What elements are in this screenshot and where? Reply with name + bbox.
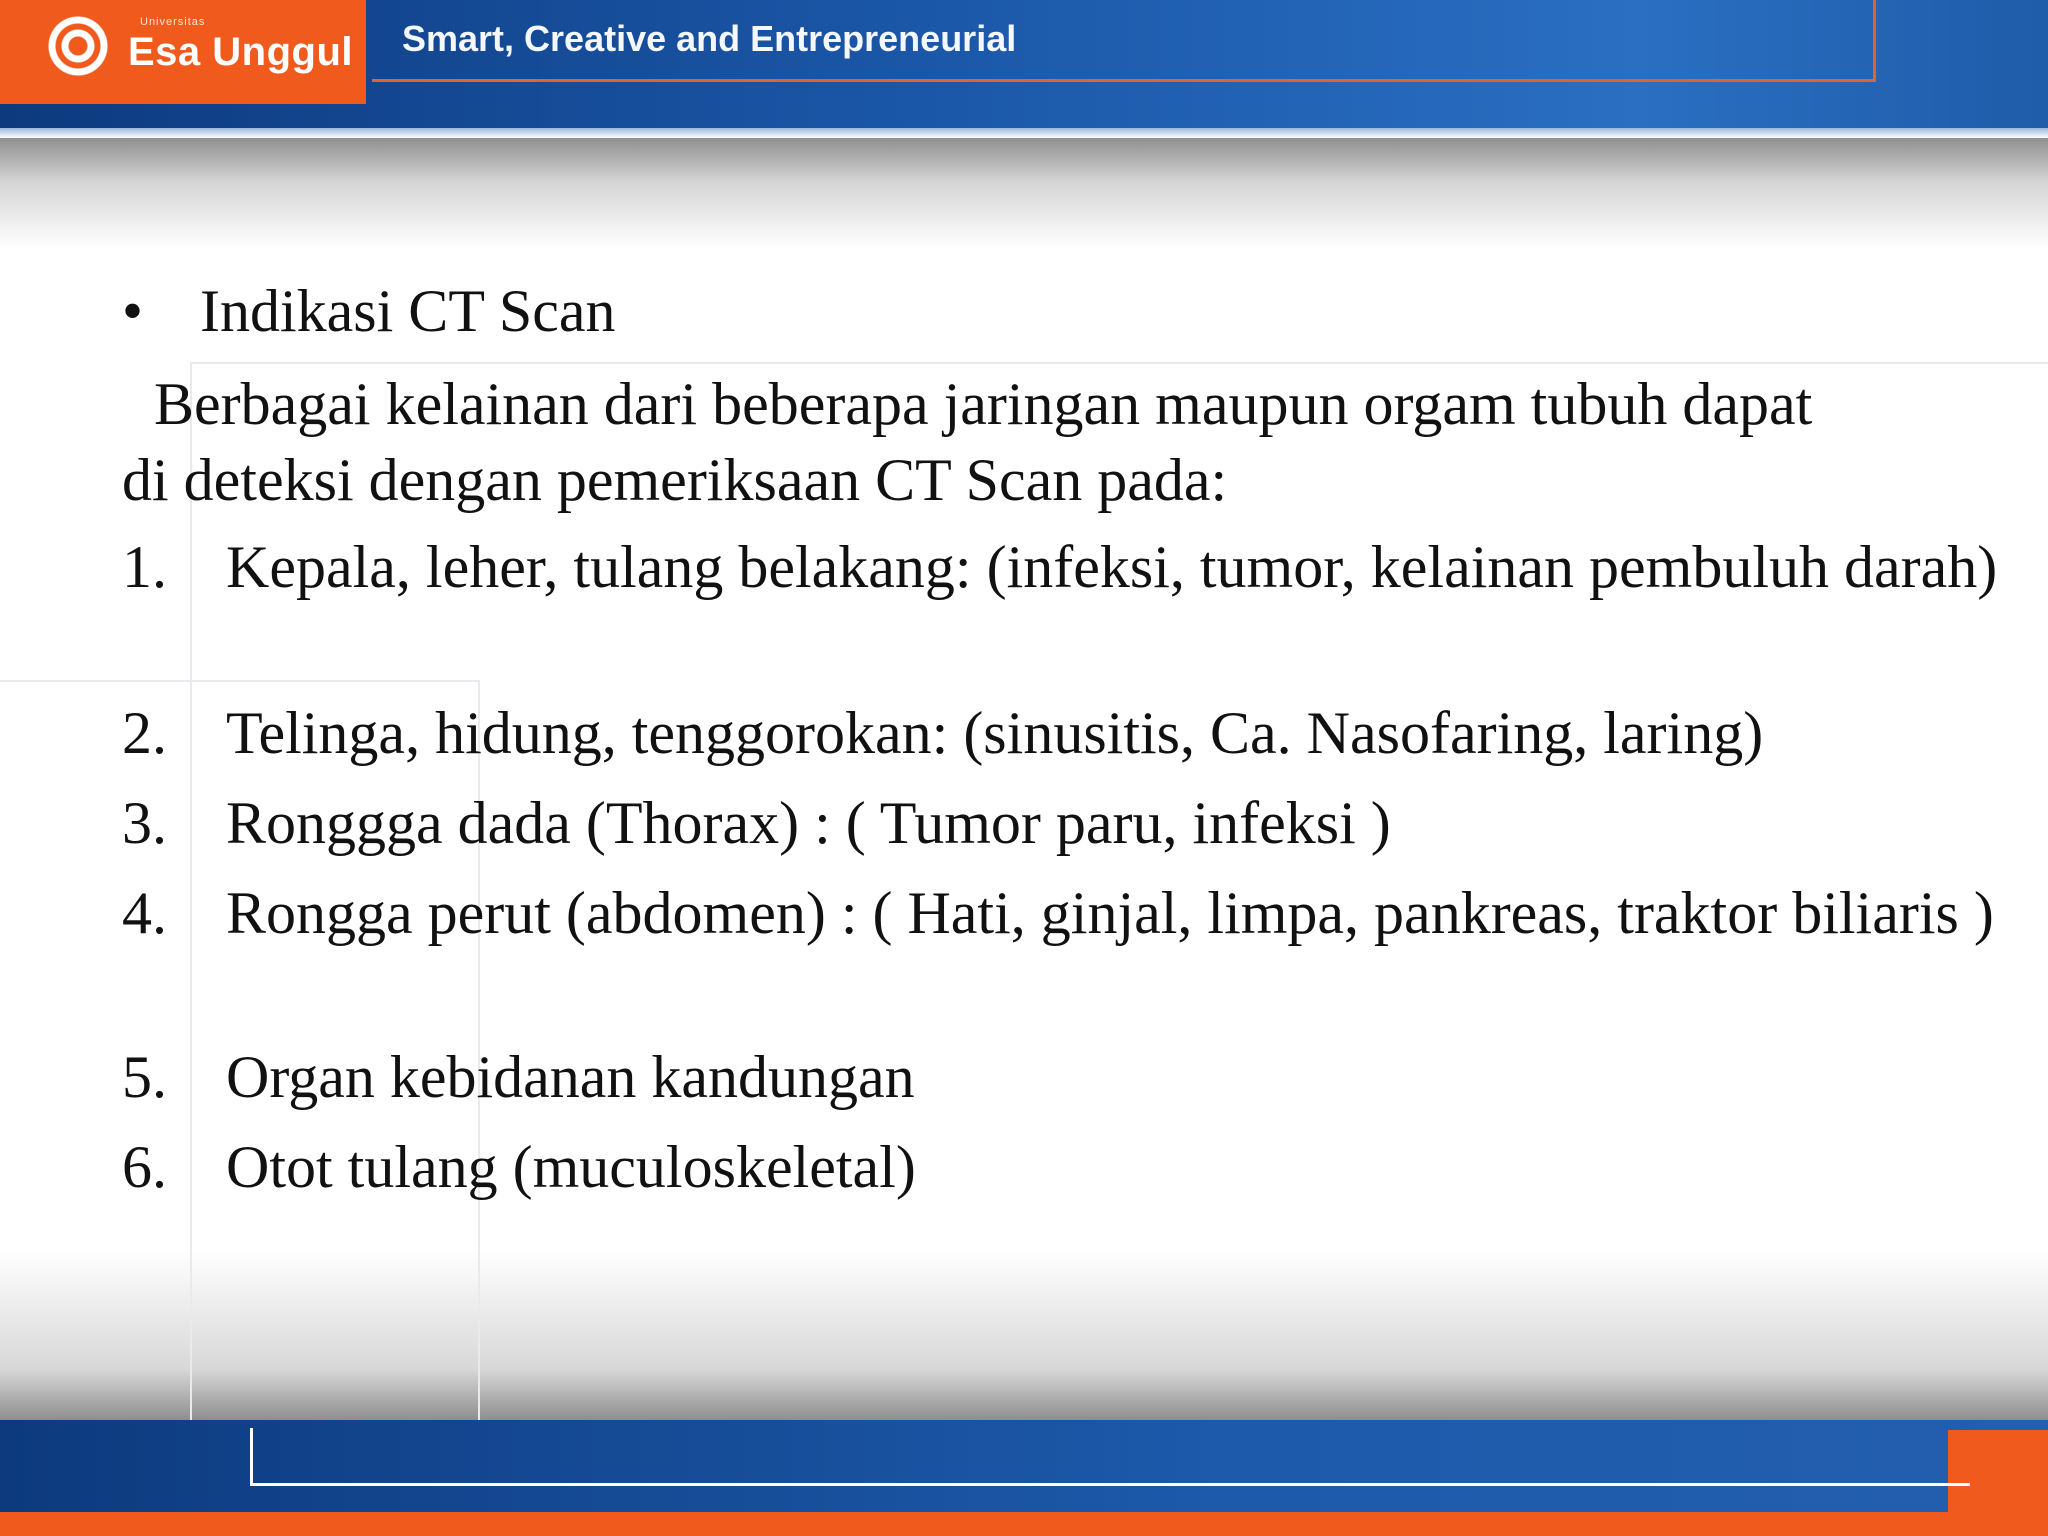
list-item-number: 6. bbox=[122, 1134, 167, 1200]
intro-paragraph bbox=[122, 366, 1922, 518]
intro-line: Berbagai kelainan dari beberapa jaringan maupun orgam tubuh dapat bbox=[154, 371, 1813, 437]
logo-swirl-icon bbox=[46, 14, 110, 78]
bottom-shade bbox=[0, 1250, 2048, 1420]
bullet-icon: • bbox=[122, 278, 144, 344]
list-item-number: 2. bbox=[122, 700, 167, 766]
list-item-text: Ronggga dada (Thorax) : ( Tumor paru, infeksi ) bbox=[226, 790, 1391, 856]
list-item-text: Otot tulang (muculoskeletal) bbox=[226, 1134, 916, 1200]
logo-university-label: Universitas bbox=[140, 16, 206, 28]
list-item-number: 4. bbox=[122, 880, 167, 946]
list-item-text: Kepala, leher, tulang belakang: (infeksi, tumor, kelainan pembuluh darah) bbox=[226, 534, 1998, 600]
footer-strip bbox=[0, 1512, 2048, 1536]
list-item-number: 1. bbox=[122, 534, 167, 600]
list-item-text: Telinga, hidung, tenggorokan: (sinusitis, Ca. Nasofaring, laring) bbox=[226, 700, 1764, 766]
list-item-number: 5. bbox=[122, 1044, 167, 1110]
bullet-heading-text: Indikasi CT Scan bbox=[200, 278, 616, 344]
list-item-number: 3. bbox=[122, 790, 167, 856]
footer-frame bbox=[250, 1428, 1970, 1486]
top-shade bbox=[0, 138, 2048, 248]
list-item-text: Rongga perut (abdomen) : ( Hati, ginjal, limpa, pankreas, traktor biliaris ) bbox=[226, 880, 1994, 946]
header-divider bbox=[0, 128, 2048, 138]
logo-name: Esa Unggul bbox=[128, 30, 354, 74]
intro-line: di deteksi dengan pemeriksaan CT Scan pada: bbox=[122, 447, 1228, 513]
list-item-text: Organ kebidanan kandungan bbox=[226, 1044, 915, 1110]
tagline: Smart, Creative and Entrepreneurial bbox=[402, 18, 1017, 59]
logo bbox=[0, 0, 366, 104]
